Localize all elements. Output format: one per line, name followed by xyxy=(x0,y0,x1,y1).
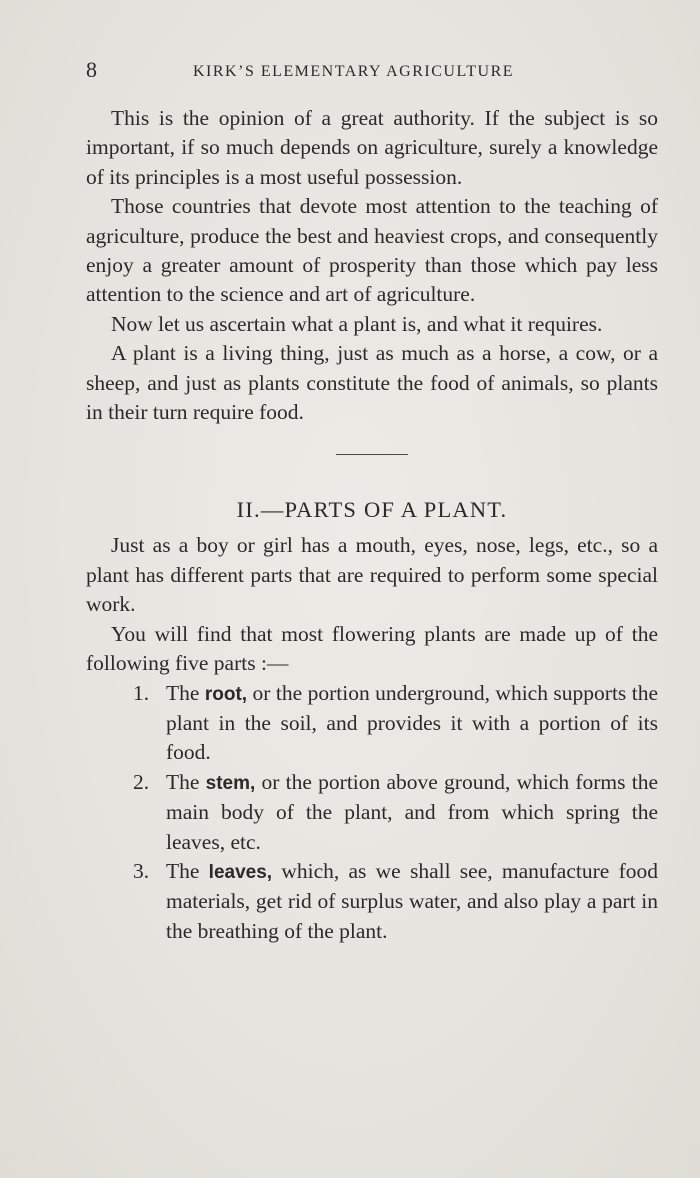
list-item-lead: The xyxy=(166,858,209,883)
paragraph-authority: This is the opinion of a great authority. If the subject is so important, if so much depends on agriculture, surely a knowledge of its principles is a most useful possession. xyxy=(86,106,658,189)
paragraph-boy-or-girl: Just as a boy or girl has a mouth, eyes, nose, legs, etc., so a plant has different parts that are required to perform some special work. xyxy=(86,533,658,617)
list-number: 1. xyxy=(133,680,150,705)
list-number: 2. xyxy=(133,769,150,794)
list-item-text: or the portion underground, which supports the plant in the soil, and provides it with a portion of its food. xyxy=(166,680,658,765)
list-item-leaves xyxy=(133,857,658,946)
paragraph-living-thing: A plant is a living thing, just as much as a horse, a cow, or a sheep, and just as plants constitute the food of animals, so plants in their turn require food. xyxy=(86,341,658,425)
list-item-lead: The xyxy=(166,769,206,794)
list-item-lead: The xyxy=(166,680,205,705)
list-item-stem xyxy=(133,768,658,857)
paragraph-five-parts: You will find that most flowering plants are made up of the following five parts :— xyxy=(86,621,658,676)
section-heading: II.—PARTS OF A PLANT. xyxy=(236,497,508,523)
list-item-text: which, as we shall see, manufacture food materials, get rid of surplus water, and also play a part in the breathing of the plant. xyxy=(166,858,658,943)
list-item-root xyxy=(133,679,658,768)
page-number: 8 xyxy=(86,57,97,82)
paragraph-ascertain: Now let us ascertain what a plant is, and what it requires. xyxy=(111,311,603,336)
list-item-text: or the portion above ground, which forms the main body of the plant, and from which spring the leaves, etc. xyxy=(166,769,658,854)
term-leaves: leaves, xyxy=(208,861,273,883)
paragraph-countries: Those countries that devote most attention to the teaching of agriculture, produce the best and heaviest crops, and consequently enjoy a greater amount of prosperity than those which pay less attention to the science and art of agriculture. xyxy=(86,194,658,307)
plant-parts-list xyxy=(86,679,658,947)
list-number: 3. xyxy=(133,858,150,883)
term-root: root, xyxy=(204,683,248,705)
running-head xyxy=(86,57,658,87)
section-divider xyxy=(336,454,408,455)
term-stem: stem, xyxy=(205,772,256,794)
running-title: KIRK’S ELEMENTARY AGRICULTURE xyxy=(193,63,515,80)
body-text xyxy=(86,104,658,946)
